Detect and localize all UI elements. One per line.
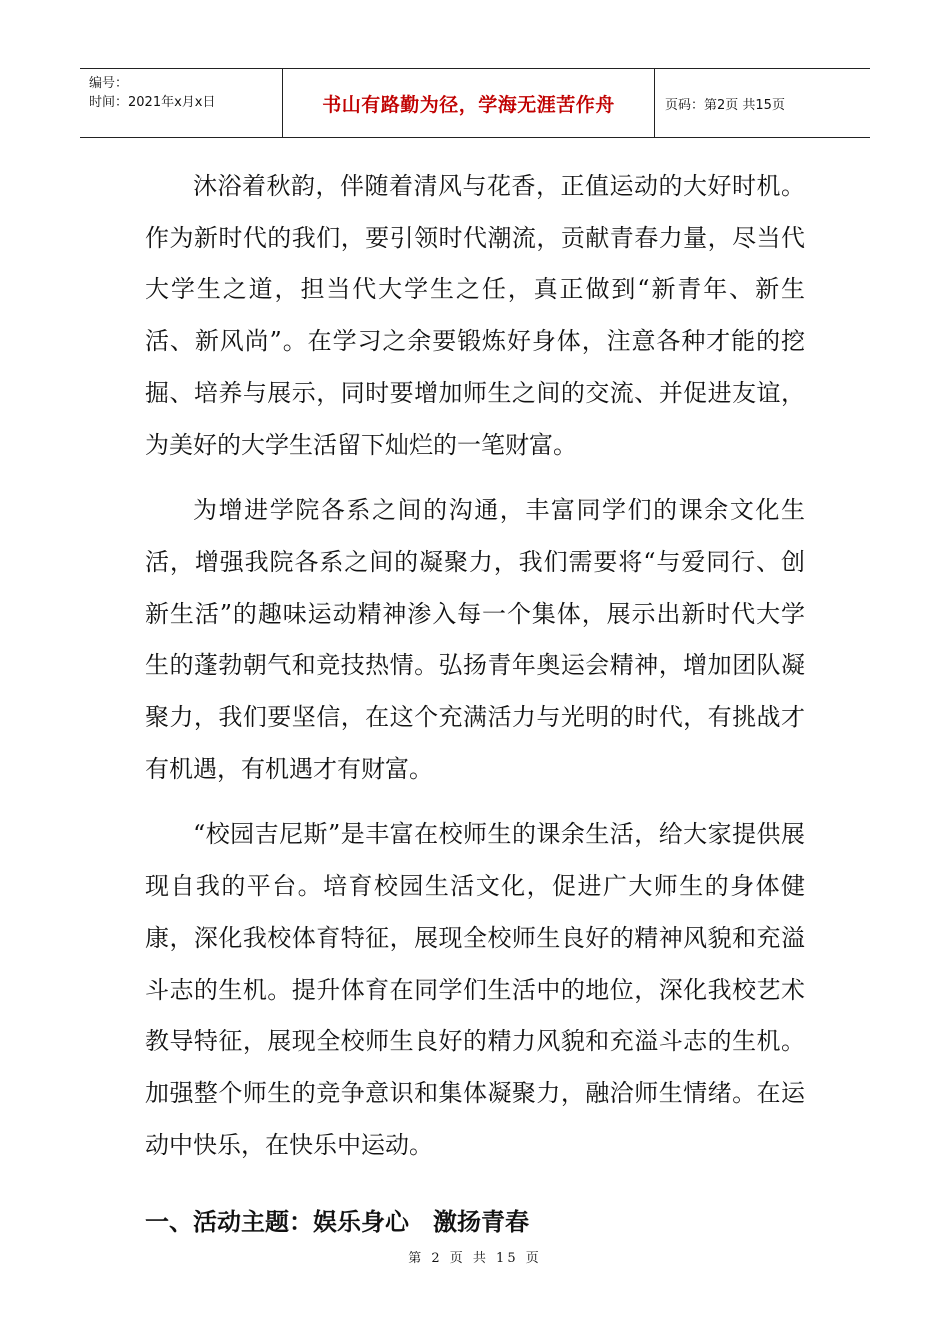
page-footer: 第 2 页 共 15 页 bbox=[408, 1251, 542, 1266]
page-header bbox=[80, 68, 870, 138]
document-number-label: 编号： bbox=[89, 76, 129, 91]
body-paragraph-2: 为增进学院各系之间的沟通，丰富同学们的课余文化生活，增强我院各系之间的凝聚力，我们需要将“与爱同行、创新生活”的趣味运动精神渗入每一个集体，展示出新时代大学生的蓬勃朝气和竞技热情。弘扬青年奥运会精神，增加团队凝聚力，我们要坚信，在这个充满活力与光明的时代，有挑战才有机遇，有机遇才有财富。 bbox=[145, 496, 805, 783]
document-time-label: 时间：2021年x月x日 bbox=[89, 95, 216, 110]
document-body bbox=[145, 161, 805, 1249]
body-paragraph-1: 沐浴着秋韵，伴随着清风与花香，正值运动的大好时机。作为新时代的我们，要引领时代潮流，贡献青春力量，尽当代大学生之道，担当代大学生之任，真正做到“新青年、新生活、新风尚”。在学习之余要锻炼好身体，注意各种才能的挖掘、培养与展示，同时要增加师生之间的交流、并促进友谊，为美好的大学生活留下灿烂的一笔财富。 bbox=[145, 172, 805, 459]
header-page-info: 页码：第2页 共15页 bbox=[665, 97, 785, 113]
header-motto: 书山有路勤为径，学海无涯苦作舟 bbox=[283, 69, 655, 137]
section-heading: 一、活动主题：娱乐身心 激扬青春 bbox=[145, 1208, 529, 1237]
header-meta bbox=[80, 69, 283, 137]
body-paragraph-3: “校园吉尼斯”是丰富在校师生的课余生活，给大家提供展现自我的平台。培育校园生活文化，促进广大师生的身体健康，深化我校体育特征，展现全校师生良好的精神风貌和充溢斗志的生机。提升体育在同学们生活中的地位，深化我校艺术教导特征，展现全校师生良好的精力风貌和充溢斗志的生机。加强整个师生的竞争意识和集体凝聚力，融洽师生情绪。在运动中快乐，在快乐中运动。 bbox=[145, 820, 805, 1159]
